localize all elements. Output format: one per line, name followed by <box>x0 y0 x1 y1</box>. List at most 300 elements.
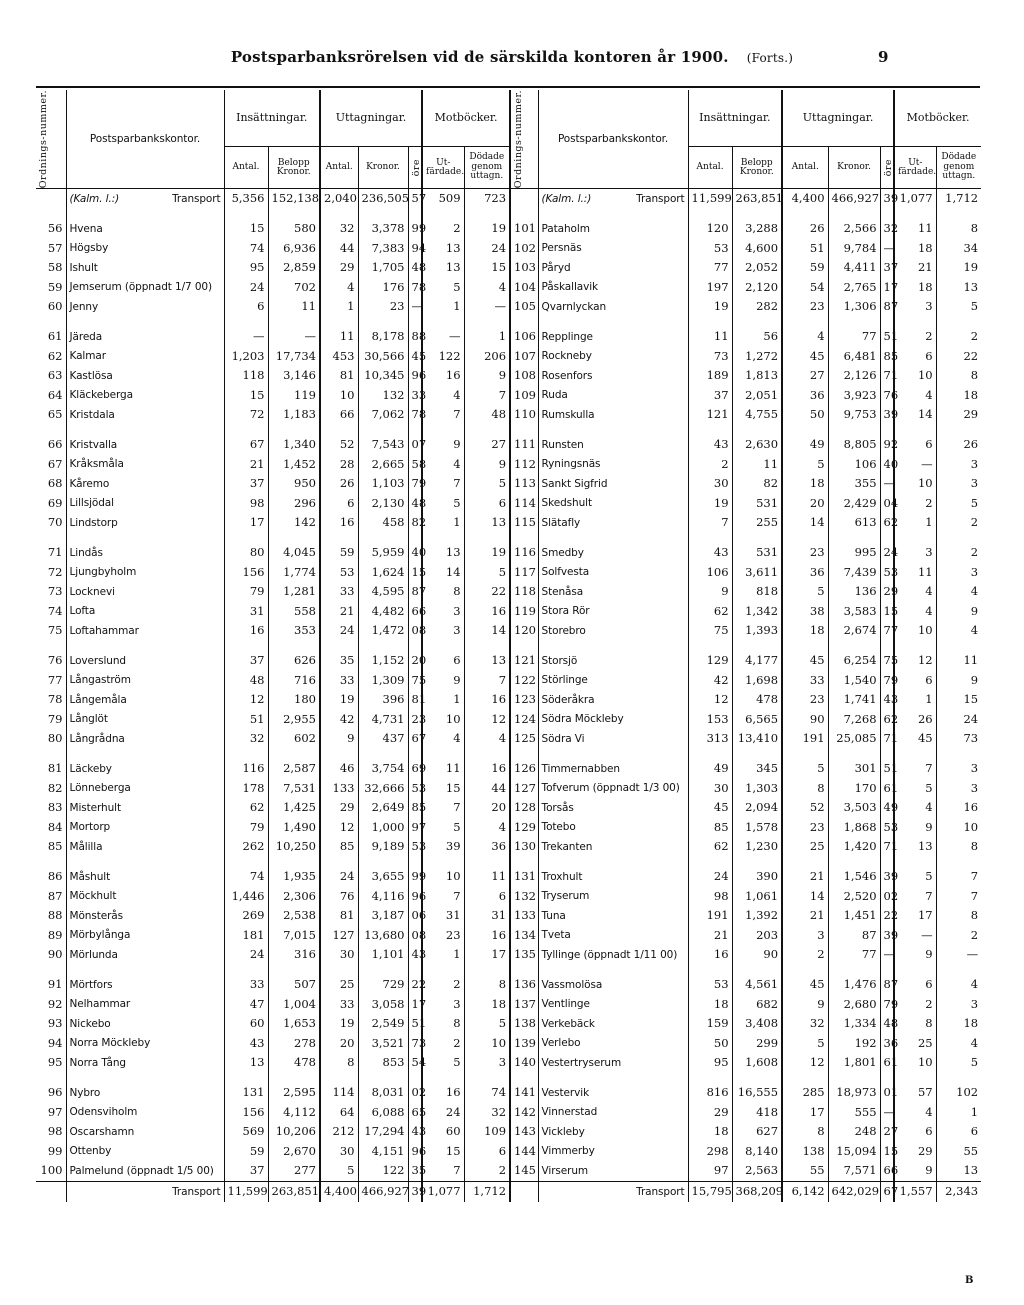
ins-belopp: 3,146 <box>268 366 320 386</box>
table-row <box>510 729 981 749</box>
utfardade: — <box>422 327 464 347</box>
utfardade: 3 <box>422 621 464 641</box>
utt-kronor: 458 <box>358 513 408 533</box>
spacer-cell <box>408 209 422 219</box>
ins-belopp: 2,094 <box>732 798 782 818</box>
table-row <box>36 474 509 494</box>
spacer-cell <box>224 641 268 651</box>
utfardade: 17 <box>894 906 936 926</box>
utt-antal: 33 <box>320 995 358 1015</box>
spacer-cell <box>732 857 782 867</box>
ins-antal: 49 <box>688 759 732 779</box>
spacer-cell <box>66 965 224 975</box>
dodade: 8 <box>936 366 981 386</box>
utt-antal: 2,040 <box>320 189 358 209</box>
spacer-cell <box>408 317 422 327</box>
ins-belopp: 277 <box>268 1161 320 1181</box>
utt-ore: 39 <box>880 867 894 887</box>
ins-antal: 116 <box>224 759 268 779</box>
row-number: 91 <box>47 977 63 992</box>
spacer-cell <box>358 965 408 975</box>
spacer-cell <box>464 1073 509 1083</box>
spacer-cell <box>880 425 894 435</box>
table-row <box>510 1053 981 1073</box>
utt-kronor: 3,655 <box>358 867 408 887</box>
spacer-cell <box>268 965 320 975</box>
dodade: 102 <box>936 1083 981 1103</box>
spacer-cell <box>880 641 894 651</box>
ins-antal: 98 <box>688 887 732 907</box>
utfardade: 10 <box>894 621 936 641</box>
dodade: 1,712 <box>464 1181 509 1202</box>
ins-belopp: 11 <box>268 297 320 317</box>
spacer-cell <box>828 1073 880 1083</box>
ins-antal: 1,446 <box>224 887 268 907</box>
dodade: 5 <box>936 297 981 317</box>
ins-antal: 47 <box>224 995 268 1015</box>
utt-ore: 75 <box>880 651 894 671</box>
spacer-cell <box>320 1073 358 1083</box>
utt-ore: 87 <box>408 582 422 602</box>
table-row <box>36 494 509 514</box>
utt-kronor: 642,029 <box>828 1181 880 1202</box>
utt-kronor: 466,927 <box>828 189 880 209</box>
utt-antal: 45 <box>782 347 828 367</box>
ins-antal: 75 <box>688 621 732 641</box>
ins-antal: 80 <box>224 543 268 563</box>
utt-antal: 114 <box>320 1083 358 1103</box>
utfardade: — <box>894 926 936 946</box>
spacer-cell <box>732 749 782 759</box>
utfardade: 13 <box>422 543 464 563</box>
utt-ore: 15 <box>408 563 422 583</box>
dodade: 4 <box>936 621 981 641</box>
row-number: 115 <box>514 515 536 530</box>
ins-belopp: 6,565 <box>732 710 782 730</box>
dodade: 11 <box>464 867 509 887</box>
ins-belopp: 296 <box>268 494 320 514</box>
ins-belopp: 345 <box>732 759 782 779</box>
utt-antal: 17 <box>782 1103 828 1123</box>
row-number <box>510 189 538 209</box>
ins-belopp: 263,851 <box>268 1181 320 1202</box>
office-name: Kristdala <box>66 405 224 425</box>
office-name: Påskallavik <box>538 278 688 298</box>
table-row <box>510 945 981 965</box>
utt-kronor: 1,000 <box>358 818 408 838</box>
utt-ore: 04 <box>880 494 894 514</box>
table-row <box>510 906 981 926</box>
ins-belopp: 2,587 <box>268 759 320 779</box>
utfardade: 1 <box>422 513 464 533</box>
spacer-cell <box>422 533 464 543</box>
utfardade: 11 <box>894 563 936 583</box>
ins-belopp: 531 <box>732 543 782 563</box>
utfardade: 21 <box>894 258 936 278</box>
ins-antal: 53 <box>688 975 732 995</box>
office-name: Jenny <box>66 297 224 317</box>
utt-antal: 16 <box>320 513 358 533</box>
office-name: Stenåsa <box>538 582 688 602</box>
ins-belopp: 1,392 <box>732 906 782 926</box>
utt-kronor: 17,294 <box>358 1122 408 1142</box>
utfardade: 6 <box>894 671 936 691</box>
office-name: Lillsjödal <box>66 494 224 514</box>
ins-belopp: 7,531 <box>268 779 320 799</box>
table-row <box>36 671 509 691</box>
utt-antal: 29 <box>320 258 358 278</box>
utt-kronor: 6,254 <box>828 651 880 671</box>
row-number: 123 <box>514 692 536 707</box>
dodade: — <box>936 945 981 965</box>
utt-ore: 17 <box>880 278 894 298</box>
dodade: 32 <box>464 1103 509 1123</box>
dodade: 723 <box>464 189 509 209</box>
spacer-cell <box>538 533 688 543</box>
table-row <box>510 219 981 239</box>
utt-kronor: 2,765 <box>828 278 880 298</box>
office-name: Ryningsnäs <box>538 455 688 475</box>
utt-kronor: 995 <box>828 543 880 563</box>
row-number: 126 <box>514 761 536 776</box>
dodade: 7 <box>936 887 981 907</box>
group-spacer <box>36 749 509 759</box>
utt-kronor: 176 <box>358 278 408 298</box>
office-name: Långrådna <box>66 729 224 749</box>
row-number: 86 <box>47 869 63 884</box>
utt-kronor: 4,411 <box>828 258 880 278</box>
group-spacer <box>510 533 981 543</box>
ins-antal: 569 <box>224 1122 268 1142</box>
utfardade: 6 <box>894 347 936 367</box>
office-name: Måshult <box>66 867 224 887</box>
utt-ore: 58 <box>408 455 422 475</box>
utt-kronor: 77 <box>828 945 880 965</box>
ins-antal: 24 <box>224 945 268 965</box>
utt-ore: 29 <box>880 582 894 602</box>
utt-ore: 48 <box>408 258 422 278</box>
row-number: 85 <box>47 839 63 854</box>
table-row <box>510 779 981 799</box>
spacer-cell <box>936 317 981 327</box>
ins-antal: 9 <box>688 582 732 602</box>
utt-ore: 73 <box>408 1034 422 1054</box>
county-label: (Kalm. l.:) <box>541 192 592 205</box>
transport-out-row <box>36 1181 509 1202</box>
office-name: Jemserum (öppnadt 1/7 00) <box>66 278 224 298</box>
utt-kronor: 1,540 <box>828 671 880 691</box>
office-name: Kristvalla <box>66 435 224 455</box>
row-number: 104 <box>514 279 536 294</box>
ins-belopp: 627 <box>732 1122 782 1142</box>
ins-antal: 156 <box>224 563 268 583</box>
utt-antal: 81 <box>320 366 358 386</box>
table-row <box>36 405 509 425</box>
utt-kronor: 7,062 <box>358 405 408 425</box>
dodade: 109 <box>464 1122 509 1142</box>
table-row <box>510 327 981 347</box>
header-ordnings: Ordnings-nummer. <box>36 90 66 189</box>
dodade: 5 <box>936 494 981 514</box>
spacer-cell <box>510 425 538 435</box>
table-row <box>510 386 981 406</box>
ins-antal: 13 <box>224 1053 268 1073</box>
utt-kronor: 1,624 <box>358 563 408 583</box>
transport-in-row <box>36 189 509 209</box>
utt-kronor: 1,306 <box>828 297 880 317</box>
office-name: Högsby <box>66 239 224 259</box>
utt-antal: 10 <box>320 386 358 406</box>
dodade: 18 <box>464 995 509 1015</box>
spacer-cell <box>782 1073 828 1083</box>
dodade: 13 <box>936 278 981 298</box>
office-name: Mönsterås <box>66 906 224 926</box>
utt-ore: — <box>408 297 422 317</box>
spacer-cell <box>936 749 981 759</box>
utfardade: 4 <box>894 582 936 602</box>
office-name: Långlöt <box>66 710 224 730</box>
utfardade: 45 <box>894 729 936 749</box>
utt-antal: 20 <box>782 494 828 514</box>
ins-antal: — <box>224 327 268 347</box>
table-row <box>36 602 509 622</box>
utfardade: 7 <box>894 759 936 779</box>
spacer-cell <box>464 857 509 867</box>
ins-antal: 43 <box>688 435 732 455</box>
utt-ore: 39 <box>408 1181 422 1202</box>
utt-ore: — <box>880 239 894 259</box>
ins-belopp: 353 <box>268 621 320 641</box>
office-name: Pataholm <box>538 219 688 239</box>
page-number: 9 <box>878 48 889 66</box>
dodade: 5 <box>936 1053 981 1073</box>
utt-ore: 66 <box>880 1161 894 1181</box>
ins-belopp: 1,183 <box>268 405 320 425</box>
dodade: 13 <box>936 1161 981 1181</box>
table-row <box>36 258 509 278</box>
spacer-cell <box>510 965 538 975</box>
utt-kronor: 2,126 <box>828 366 880 386</box>
ins-belopp: 716 <box>268 671 320 691</box>
ins-antal: 18 <box>688 1122 732 1142</box>
spacer-cell <box>894 965 936 975</box>
dodade: — <box>464 297 509 317</box>
utt-ore: 51 <box>408 1014 422 1034</box>
spacer-cell <box>732 425 782 435</box>
dodade: 3 <box>936 779 981 799</box>
ins-antal: 74 <box>224 867 268 887</box>
dodade: 7 <box>936 867 981 887</box>
ins-antal: 189 <box>688 366 732 386</box>
utfardade: 5 <box>422 278 464 298</box>
row-number: 134 <box>514 927 536 942</box>
row-number: 84 <box>47 819 63 834</box>
row-number: 118 <box>514 584 536 599</box>
utfardade: 11 <box>894 219 936 239</box>
utt-ore: 51 <box>880 759 894 779</box>
ins-antal: 262 <box>224 837 268 857</box>
ins-antal: 62 <box>688 837 732 857</box>
ins-belopp: 11 <box>732 455 782 475</box>
utt-antal: 90 <box>782 710 828 730</box>
utfardade: 1,077 <box>422 1181 464 1202</box>
row-number: 69 <box>47 495 63 510</box>
transport-label <box>538 189 688 209</box>
utt-kronor: 1,152 <box>358 651 408 671</box>
office-name: Långaström <box>66 671 224 691</box>
utt-kronor: 122 <box>358 1161 408 1181</box>
row-number: 72 <box>47 564 63 579</box>
spacer-cell <box>408 1073 422 1083</box>
spacer-cell <box>894 209 936 219</box>
ins-belopp: 418 <box>732 1103 782 1123</box>
dodade: 2 <box>464 1161 509 1181</box>
table-row <box>510 690 981 710</box>
spacer-cell <box>464 641 509 651</box>
utt-kronor: 396 <box>358 690 408 710</box>
office-name: Kastlösa <box>66 366 224 386</box>
table-row <box>36 239 509 259</box>
dodade: 9 <box>936 602 981 622</box>
spacer-cell <box>538 425 688 435</box>
utt-kronor: 77 <box>828 327 880 347</box>
office-name: Möckhult <box>66 887 224 907</box>
spacer-cell <box>732 317 782 327</box>
table-row <box>510 1161 981 1181</box>
utt-kronor: 3,583 <box>828 602 880 622</box>
ins-belopp: 1,698 <box>732 671 782 691</box>
utt-ore: 43 <box>408 1122 422 1142</box>
row-number: 130 <box>514 839 536 854</box>
spacer-cell <box>464 533 509 543</box>
utfardade: 1 <box>422 690 464 710</box>
header-ins-belopp: Belopp Kronor. <box>268 146 320 188</box>
header-insattningar: Insättningar. <box>224 90 320 146</box>
utt-ore: — <box>880 474 894 494</box>
ins-antal: 121 <box>688 405 732 425</box>
table-row <box>510 405 981 425</box>
ins-antal: 159 <box>688 1014 732 1034</box>
row-number: 57 <box>47 240 63 255</box>
office-name: Sankt Sigfrid <box>538 474 688 494</box>
spacer-cell <box>538 317 688 327</box>
utt-ore: 92 <box>880 435 894 455</box>
spacer-cell <box>66 749 224 759</box>
spacer-cell <box>538 1073 688 1083</box>
utt-ore: 71 <box>880 366 894 386</box>
utt-antal: 5 <box>782 1034 828 1054</box>
dodade: 9 <box>464 455 509 475</box>
dodade: 4 <box>936 582 981 602</box>
row-number: 99 <box>47 1143 63 1158</box>
office-name: Söderåkra <box>538 690 688 710</box>
ins-belopp: 10,250 <box>268 837 320 857</box>
utt-antal: 20 <box>320 1034 358 1054</box>
right-table-body <box>510 189 981 1202</box>
spacer-cell <box>358 209 408 219</box>
utt-antal: 12 <box>320 818 358 838</box>
utt-kronor: 7,439 <box>828 563 880 583</box>
spacer-cell <box>894 317 936 327</box>
table-row <box>510 435 981 455</box>
table-row <box>510 975 981 995</box>
spacer-cell <box>510 317 538 327</box>
table-row <box>510 867 981 887</box>
ins-antal: 17 <box>224 513 268 533</box>
ins-belopp: 17,734 <box>268 347 320 367</box>
footer-mark: B <box>965 1275 974 1286</box>
spacer-cell <box>224 425 268 435</box>
utfardade: 9 <box>894 1161 936 1181</box>
ins-belopp: 2,630 <box>732 435 782 455</box>
right-table <box>509 90 981 1202</box>
ins-belopp: 950 <box>268 474 320 494</box>
utt-antal: 2 <box>782 945 828 965</box>
spacer-cell <box>894 857 936 867</box>
utt-antal: 36 <box>782 386 828 406</box>
utt-ore: 65 <box>408 1103 422 1123</box>
utt-ore: 39 <box>880 189 894 209</box>
ins-antal: 42 <box>688 671 732 691</box>
utfardade: 8 <box>894 1014 936 1034</box>
utfardade: 1 <box>894 690 936 710</box>
utt-kronor: 2,520 <box>828 887 880 907</box>
utt-ore: 22 <box>408 975 422 995</box>
utt-antal: 25 <box>320 975 358 995</box>
ins-antal: 21 <box>688 926 732 946</box>
spacer-cell <box>510 857 538 867</box>
utt-kronor: 6,088 <box>358 1103 408 1123</box>
ins-belopp: 56 <box>732 327 782 347</box>
utt-antal: 25 <box>782 837 828 857</box>
row-number: 82 <box>47 780 63 795</box>
ins-antal: 24 <box>224 278 268 298</box>
ins-antal: 11,599 <box>688 189 732 209</box>
table-row <box>36 366 509 386</box>
utt-antal: 64 <box>320 1103 358 1123</box>
office-name: Slätafly <box>538 513 688 533</box>
ins-belopp: 4,045 <box>268 543 320 563</box>
row-number: 79 <box>47 711 63 726</box>
utfardade: 3 <box>894 543 936 563</box>
utt-kronor: 8,178 <box>358 327 408 347</box>
utfardade: 24 <box>422 1103 464 1123</box>
ins-belopp: 702 <box>268 278 320 298</box>
header-ordnings: Ordnings-nummer. <box>510 90 538 189</box>
dodade: 22 <box>464 582 509 602</box>
utt-antal: 19 <box>320 690 358 710</box>
utt-kronor: 9,784 <box>828 239 880 259</box>
utt-antal: 54 <box>782 278 828 298</box>
utt-ore: 54 <box>408 1053 422 1073</box>
table-row <box>36 729 509 749</box>
ins-antal: 85 <box>688 818 732 838</box>
left-table <box>36 90 509 1202</box>
spacer-cell <box>36 857 66 867</box>
utfardade: 4 <box>422 455 464 475</box>
table-row <box>510 1103 981 1123</box>
row-number: 56 <box>47 221 63 236</box>
utfardade: 39 <box>422 837 464 857</box>
utt-ore: 96 <box>408 1142 422 1162</box>
utt-ore: 76 <box>880 386 894 406</box>
utt-kronor: 1,451 <box>828 906 880 926</box>
utfardade: 15 <box>422 1142 464 1162</box>
utt-ore: 75 <box>408 671 422 691</box>
utt-ore: 45 <box>408 347 422 367</box>
row-number <box>510 1181 538 1202</box>
utt-ore: 53 <box>880 818 894 838</box>
